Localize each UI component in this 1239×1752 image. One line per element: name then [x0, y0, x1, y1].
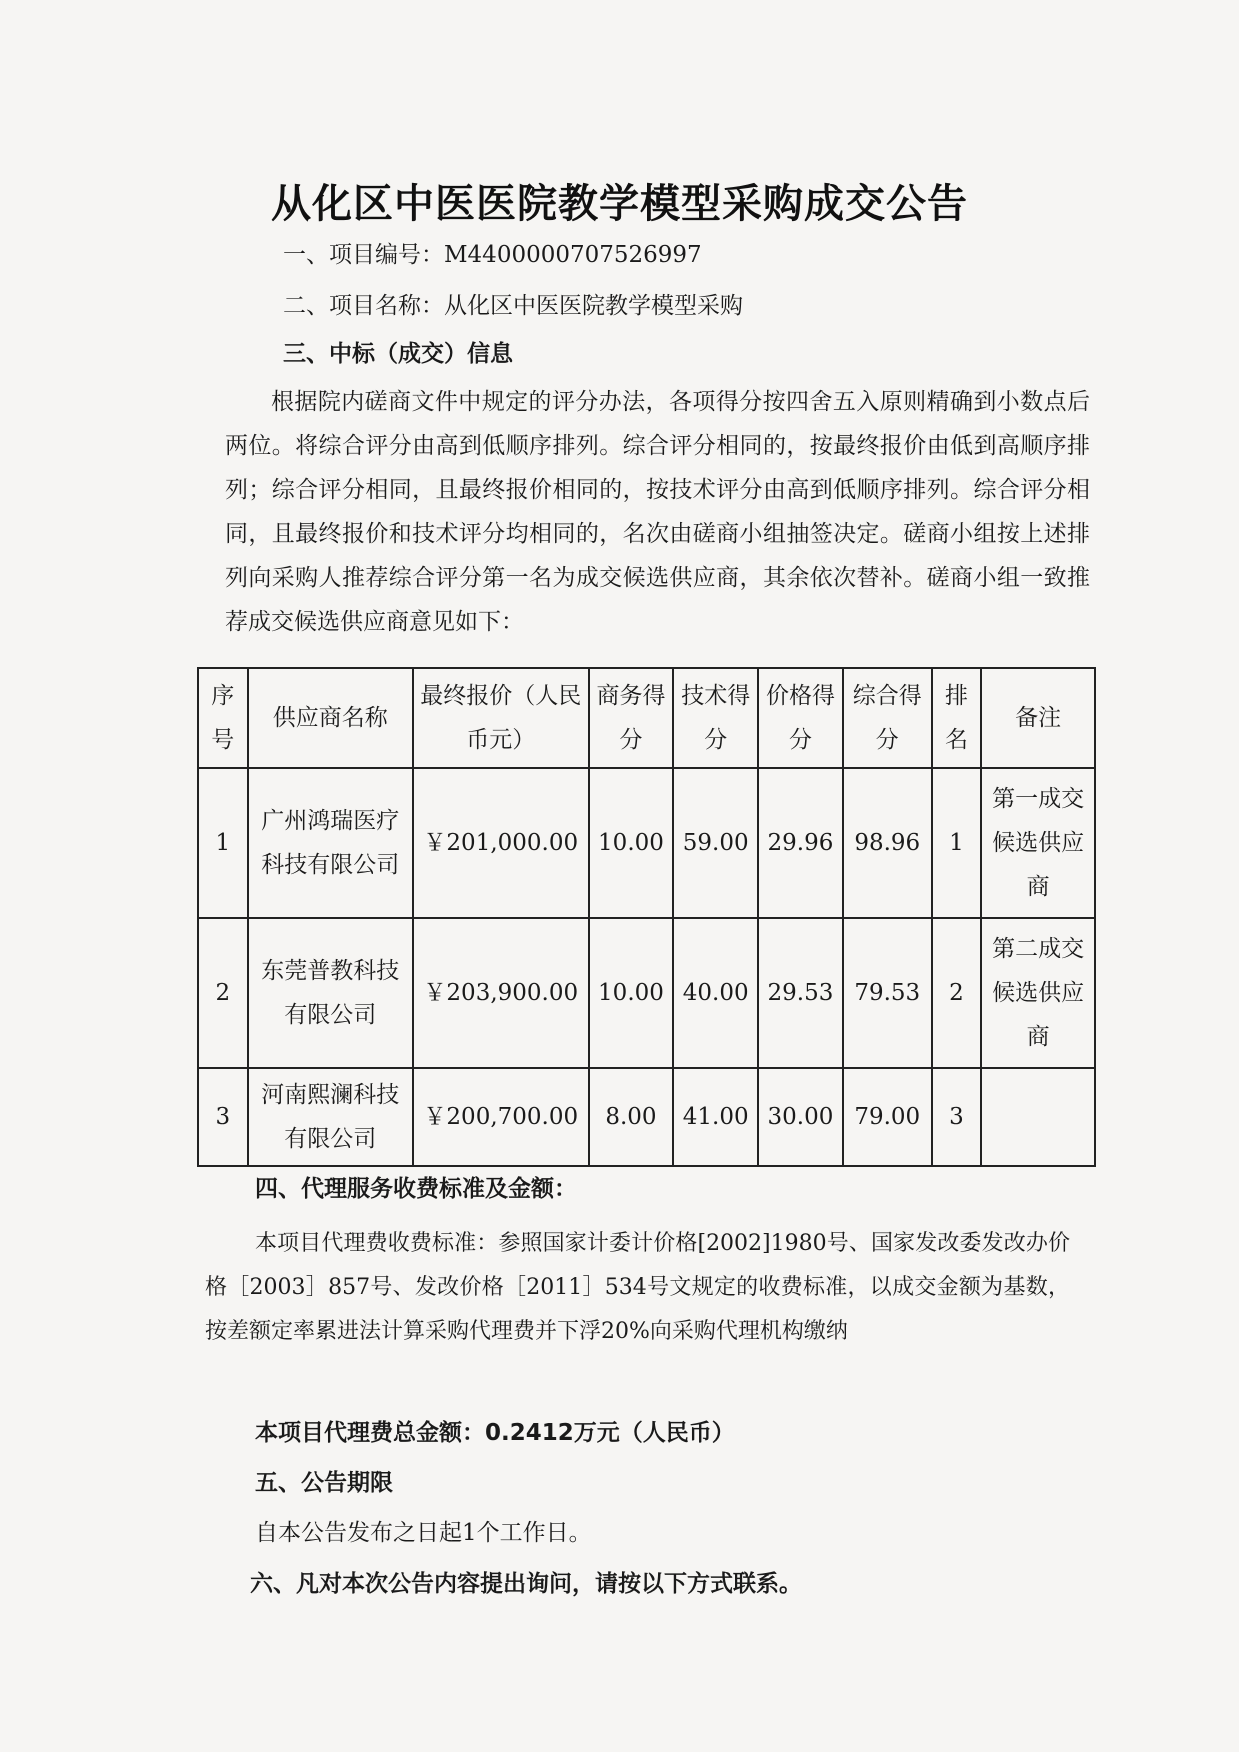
cell-seq: 1: [198, 768, 248, 918]
agency-fee-heading: 四、代理服务收费标准及金额：: [255, 1176, 577, 1202]
cell-supplier: 东莞普教科技有限公司: [248, 918, 413, 1068]
evaluation-paragraph: 根据院内磋商文件中规定的评分办法，各项得分按四舍五入原则精确到小数点后两位。将综合评分由高到低顺序排列。综合评分相同的，按最终报价由低到高顺序排列；综合评分相同，且最终报价相同的，按技术评分由高到低顺序排列。综合评分相同，且最终报价和技术评分均相同的，名次由磋商小组抽签决定。磋商小组按上述排列向采购人推荐综合评分第一名为成交候选供应商，其余依次替补。磋商小组一致推荐成交候选供应商意见如下：: [225, 389, 1090, 635]
cell-remark: 第一成交候选供应商: [981, 768, 1095, 918]
table-row: [198, 1068, 1095, 1166]
cell-business-score: 8.00: [589, 1068, 674, 1166]
project-number-label: 一、项目编号：: [283, 242, 444, 268]
cell-rank: 1: [932, 768, 982, 918]
header-tech-score: 技术得分: [673, 668, 758, 768]
project-name-line: [283, 287, 743, 320]
cell-supplier: 河南熙澜科技有限公司: [248, 1068, 413, 1166]
cell-business-score: 10.00: [589, 918, 674, 1068]
cell-tech-score: 40.00: [673, 918, 758, 1068]
contact-heading: 六、凡对本次公告内容提出询问，请按以下方式联系。: [250, 1571, 802, 1597]
award-table: [197, 667, 1096, 1167]
header-seq: 序号: [198, 668, 248, 768]
header-price: 最终报价（人民币元）: [413, 668, 589, 768]
cell-total-score: 79.00: [843, 1068, 932, 1166]
document-title: 从化区中医医院教学模型采购成交公告: [271, 181, 968, 227]
cell-business-score: 10.00: [589, 768, 674, 918]
project-number-value: M4400000707526997: [444, 242, 702, 268]
cell-price-score: 30.00: [758, 1068, 843, 1166]
header-remark: 备注: [981, 668, 1095, 768]
table-row: [198, 918, 1095, 1068]
project-name-value: 从化区中医医院教学模型采购: [444, 293, 743, 319]
cell-total-score: 79.53: [843, 918, 932, 1068]
cell-remark: [981, 1068, 1095, 1166]
header-price-score: 价格得分: [758, 668, 843, 768]
header-supplier: 供应商名称: [248, 668, 413, 768]
notice-period-text: 自本公告发布之日起1个工作日。: [255, 1520, 592, 1546]
notice-period-heading: 五、公告期限: [255, 1470, 393, 1496]
cell-tech-score: 41.00: [673, 1068, 758, 1166]
cell-remark: 第二成交候选供应商: [981, 918, 1095, 1068]
cell-price: ￥203,900.00: [413, 918, 589, 1068]
cell-seq: 3: [198, 1068, 248, 1166]
cell-price-score: 29.53: [758, 918, 843, 1068]
cell-rank: 3: [932, 1068, 982, 1166]
table-row: [198, 768, 1095, 918]
fee-total-line: 本项目代理费总金额：0.2412万元（人民币）: [255, 1420, 735, 1446]
project-name-label: 二、项目名称：: [283, 293, 444, 319]
header-rank: 排名: [932, 668, 982, 768]
cell-seq: 2: [198, 918, 248, 1068]
cell-total-score: 98.96: [843, 768, 932, 918]
agency-fee-paragraph: 本项目代理费收费标准：参照国家计委计价格[2002]1980号、国家发改委发改办价格［2003］857号、发改价格［2011］534号文规定的收费标准，以成交金额为基数，按差额定率累进法计算采购代理费并下浮20%向采购代理机构缴纳: [205, 1231, 1070, 1344]
header-business-score: 商务得分: [589, 668, 674, 768]
cell-price: ￥200,700.00: [413, 1068, 589, 1166]
cell-supplier: 广州鸿瑞医疗科技有限公司: [248, 768, 413, 918]
award-info-heading: 三、中标（成交）信息: [283, 341, 513, 367]
cell-rank: 2: [932, 918, 982, 1068]
cell-tech-score: 59.00: [673, 768, 758, 918]
cell-price-score: 29.96: [758, 768, 843, 918]
cell-price: ￥201,000.00: [413, 768, 589, 918]
header-total-score: 综合得分: [843, 668, 932, 768]
project-number-line: [283, 236, 702, 269]
